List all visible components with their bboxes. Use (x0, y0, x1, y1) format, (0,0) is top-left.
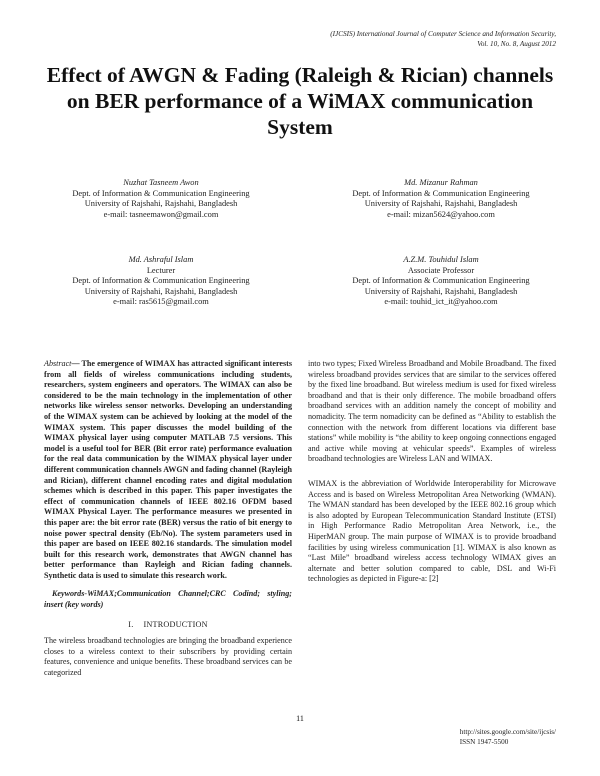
author-email: e-mail: tasneemawon@gmail.com (103, 209, 219, 219)
paper-title: Effect of AWGN & Fading (Raleigh & Rician) channels on BER performance of a WiMAX communication System (46, 63, 554, 139)
author-name: A.Z.M. Touhidul Islam (403, 255, 479, 264)
author-email: e-mail: mizan5624@yahoo.com (387, 209, 495, 219)
author-dept: Dept. of Information & Communication Engineering (72, 188, 250, 198)
author-block-2 (316, 178, 566, 220)
author-block-4 (316, 255, 566, 308)
footer-url: http://sites.google.com/site/ijcsis/ (459, 728, 556, 736)
section-title-initial: I (143, 619, 147, 629)
author-univ: University of Rajshahi, Rajshahi, Bangladesh (364, 199, 518, 209)
author-univ: University of Rajshahi, Rajshahi, Bangladesh (364, 286, 518, 296)
intro-paragraph: The wireless broadband technologies are bringing the broadband experience closes to a wireless context to their subscribers by providing certain features, convenience and unique benefits. These broadband services can be categorized (44, 636, 292, 678)
journal-footer (460, 727, 556, 747)
author-email: e-mail: touhid_ict_it@yahoo.com (384, 297, 498, 307)
author-name: Nuzhat Tasneem Awon (123, 178, 199, 187)
author-block-1 (36, 178, 286, 220)
author-dept: Dept. of Information & Communication Engineering (72, 276, 250, 286)
author-univ: University of Rajshahi, Rajshahi, Bangladesh (84, 286, 238, 296)
page-number: 11 (296, 714, 304, 723)
section-title-rest: NTRODUCTION (146, 619, 208, 629)
abstract-text: — The emergence of WIMAX has attracted significant interests from all fields of wireless communications including students, researchers, system engineers and operators. The WIMAX can also be considered to be the main technology in the implementation of other networks like wireless sensor networks. Developing an understanding of the WIMAX system can be achieved by looking at the model of the WIMAX system. This paper discusses the model building of the WIMAX physical layer using computer MATLAB 7.5 versions. This model is a useful tool for BER (Bit error rate) performance evaluation for the real data communication by the WIMAX physical layer under different communication channels AWGN and fading channel (Rayleigh and Rician), different channel encoding rates and digital modulation schemes which is described in this paper. This paper investigates the effect of communication channels of IEEE 802.16 OFDM based WIMAX Physical Layer. The performance measures we presented in this paper are: the bit error rate (BER) versus the ratio of bit energy to noise power spectral density (Eb/No). The system parameters used in this paper are based on IEEE 802.16 standards. The simulation model built for this research work, demonstrates that AWGN channel has better performance than Rayleigh and Rician fading channels. Synthetic data is used to simulate this research work. (44, 359, 292, 580)
author-role: Associate Professor (407, 265, 475, 275)
right-column (308, 359, 556, 585)
section-number: I. (128, 619, 134, 629)
journal-volume: Vol. 10, No. 8, August 2012 (477, 40, 556, 48)
body-paragraph-1: into two types; Fixed Wireless Broadband and Mobile Broadband. The fixed wireless broadband provides services that are similar to the services offered by the fixed line broadband. But wireless medium is used for fixed wireless broadband and that is their only difference. The mobile broadband offers broadband services with an addition namely the concept of mobility and nomadicity. The term nomadicity can be defined as “Ability to establish the connection with the network from different locations via different base stations” while mobility is “the ability to keep ongoing connections engaged and active while moving at vehicular speeds”. Examples of wireless broadband technologies are Wireless LAN and WIMAX. (308, 359, 556, 464)
author-block-3 (36, 255, 286, 308)
journal-name: (IJCSIS) International Journal of Computer Science and Information Security, (330, 30, 556, 38)
author-univ: University of Rajshahi, Rajshahi, Bangladesh (84, 199, 238, 209)
author-email: e-mail: ras5615@gmail.com (113, 297, 209, 307)
author-name: Md. Mizanur Rahman (404, 178, 478, 187)
author-role: Lecturer (146, 265, 176, 275)
keywords: Keywords-WiMAX;Communication Channel;CRC Codind; styling; insert (key words) (44, 589, 292, 610)
author-dept: Dept. of Information & Communication Engineering (352, 188, 530, 198)
footer-issn: ISSN 1947-5500 (459, 738, 509, 746)
abstract-lead: Abstract (44, 359, 72, 368)
body-paragraph-2: WIMAX is the abbreviation of Worldwide Interoperability for Microwave Access and is based on Wireless Metropolitan Area Networking (WMAN). The WMAN standard has been developed by the IEEE 802.16 group which is also adopted by European Telecommunication Standard Institute (ETSI) in High Performance Radio Metropolitan Area Network, i.e., the HiperMAN group. The main purpose of WIMAX is to provide broadband facilities by using wireless communication [1]. WIMAX is also known as “Last Mile” broadband wireless access technology WIMAX gives an alternate and better solution compared to cable, DSL and Wi-Fi technologies as depicted in Figure-a: [2] (308, 478, 556, 584)
journal-header (330, 29, 556, 49)
left-column (44, 359, 292, 679)
author-dept: Dept. of Information & Communication Engineering (352, 276, 530, 286)
author-name: Md. Ashraful Islam (128, 255, 194, 264)
section-heading (44, 620, 292, 631)
abstract (44, 359, 292, 581)
